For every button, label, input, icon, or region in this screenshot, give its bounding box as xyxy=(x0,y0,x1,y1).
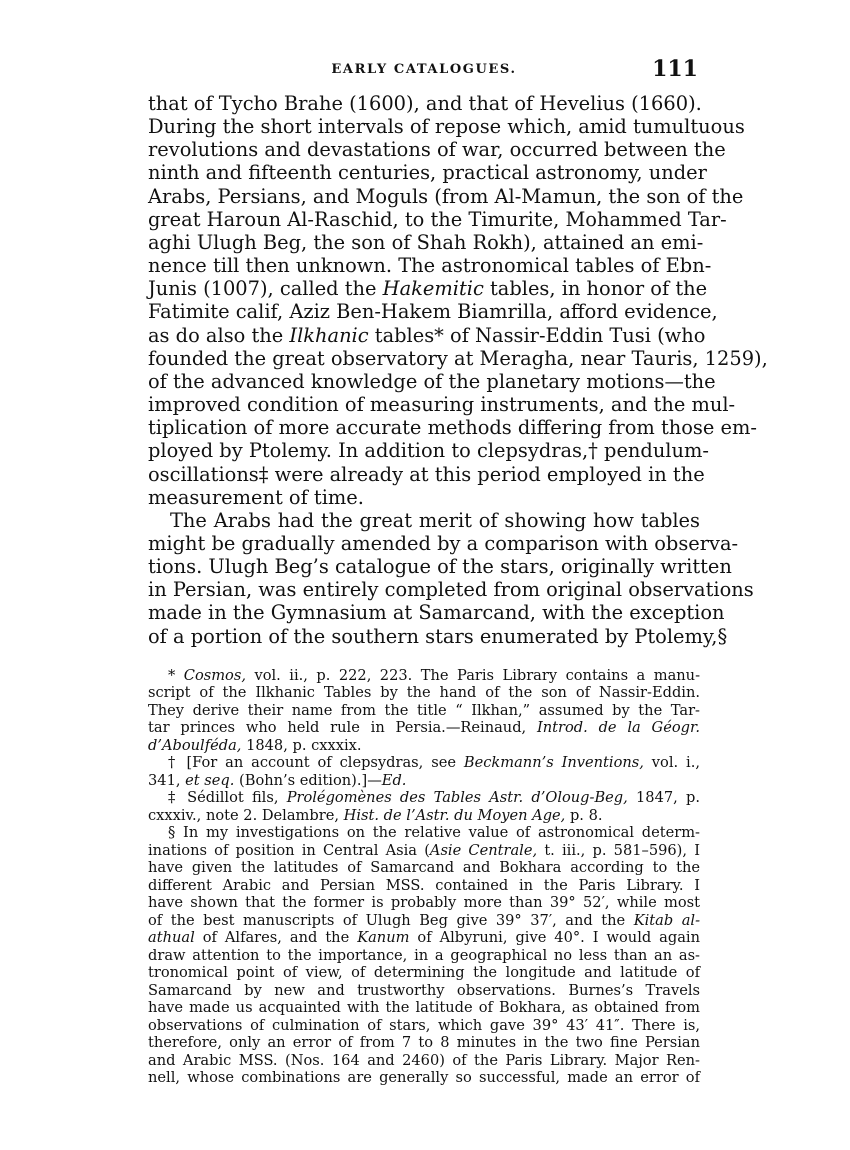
main-text xyxy=(148,92,768,648)
footnotes xyxy=(148,667,700,1087)
text-run: of the best manuscripts of Ulugh Beg give 39° 37′, and the xyxy=(148,911,634,929)
text-line: of the advanced knowledge of the planetary motions—the xyxy=(148,369,716,393)
text-run: Junis (1007), called the xyxy=(148,277,383,301)
text-line: and Arabic MSS. (Nos. 164 and 2460) of the Paris Library. Major Ren- xyxy=(148,1051,700,1069)
text-line xyxy=(148,737,700,755)
text-line: nence till then unknown. The astronomical tables of Ebn- xyxy=(148,254,712,278)
italic-term: Asie Centrale, xyxy=(429,841,538,859)
text-line xyxy=(148,772,700,790)
text-line: tronomical point of view, of determining the longitude and latitude of xyxy=(148,964,700,982)
text-line: nell, whose combinations are generally so successful, made an error of xyxy=(148,1069,700,1087)
text-run: ‡ Sédillot fils, xyxy=(168,789,287,807)
text-run: 1848, p. cxxxix. xyxy=(241,736,362,754)
text-run: † [For an account of clepsydras, see xyxy=(168,754,464,772)
text-line xyxy=(148,719,700,737)
text-run: * xyxy=(168,666,184,684)
text-line: observations of culmination of stars, which gave 39° 43′ 41″. There is, xyxy=(148,1016,700,1034)
text-line: ployed by Ptolemy. In addition to clepsydras,† pendulum- xyxy=(148,439,709,463)
text-line: different Arabic and Persian MSS. contained in the Paris Library. I xyxy=(148,876,700,894)
text-run: tables* of Nassir-Eddin Tusi (who xyxy=(368,323,706,347)
text-line xyxy=(148,929,700,947)
text-line: great Haroun Al-Raschid, to the Timurite, Mohammed Tar- xyxy=(148,207,727,231)
page-header xyxy=(148,58,700,92)
text-line: have made us acquainted with the latitude of Bokhara, as obtained from xyxy=(148,999,700,1017)
text-line: script of the Ilkhanic Tables by the hand of the son of Nassir-Eddin. xyxy=(148,684,700,702)
footnote-1 xyxy=(148,667,700,755)
text-run: tar princes who held rule in Persia.—Reinaud, xyxy=(148,719,537,737)
text-line: founded the great observatory at Meragha, near Tauris, 1259), xyxy=(148,346,768,370)
text-line: might be gradually amended by a comparison with observa- xyxy=(148,531,739,555)
text-line: that of Tycho Brahe (1600), and that of Hevelius (1660). xyxy=(148,92,702,115)
text-run: tables, in honor of the xyxy=(483,277,708,301)
text-run: vol. ii., p. 222, 223. The Paris Library contains a manu- xyxy=(245,666,700,684)
text-run: p. 8. xyxy=(565,806,603,824)
text-line: therefore, only an error of from 7 to 8 minutes in the two fine Persian xyxy=(148,1034,700,1052)
italic-term: Hakemitic xyxy=(382,277,484,301)
text-run: cxxxiv., note 2. Delambre, xyxy=(148,806,344,824)
text-line: improved condition of measuring instruments, and the mul- xyxy=(148,393,736,417)
text-line: aghi Ulugh Beg, the son of Shah Rokh), attained an emi- xyxy=(148,230,704,254)
text-run: (Bohn’s edition).]— xyxy=(234,771,382,789)
text-line xyxy=(148,789,700,807)
italic-term: d’Aboulféda, xyxy=(148,736,242,754)
italic-term: Hist. de l’Astr. du Moyen Age, xyxy=(343,806,566,824)
italic-term: Kitab al- xyxy=(633,911,701,929)
text-line: ninth and fifteenth centuries, practical astronomy, under xyxy=(148,161,707,185)
italic-term: Cosmos, xyxy=(183,666,246,684)
paragraph-2 xyxy=(148,508,754,648)
italic-term: athual xyxy=(148,929,195,947)
text-line: revolutions and devastations of war, occurred between the xyxy=(148,138,726,162)
text-line: made in the Gymnasium at Samarcand, with the exception xyxy=(148,601,725,625)
text-run: 341, xyxy=(148,771,186,789)
text-run: as do also the xyxy=(148,323,290,347)
text-line: tiplication of more accurate methods differing from those em- xyxy=(148,416,757,440)
text-line xyxy=(148,912,700,930)
text-line: oscillations‡ were already at this period employed in the xyxy=(148,462,705,486)
italic-term: Introd. de la Géogr. xyxy=(537,719,700,737)
italic-term: Kanum xyxy=(357,929,410,947)
text-run: inations of position in Central Asia ( xyxy=(148,841,430,859)
footnote-3 xyxy=(148,789,700,824)
text-line: tions. Ulugh Beg’s catalogue of the stars, originally written xyxy=(148,555,732,579)
paragraph-1 xyxy=(148,92,768,509)
footnote-4 xyxy=(148,824,700,1087)
text-run: of Albyruni, give 40°. I would again xyxy=(409,929,700,947)
text-line: The Arabs had the great merit of showing how tables xyxy=(170,508,700,532)
text-line: in Persian, was entirely completed from original observations xyxy=(148,578,754,602)
italic-term: et seq. xyxy=(185,771,235,789)
italic-term: Beckmann’s Inventions, xyxy=(463,754,644,772)
italic-term: Ed. xyxy=(381,771,407,789)
italic-term: Ilkhanic xyxy=(289,323,369,347)
text-line xyxy=(148,277,708,301)
text-line xyxy=(148,323,706,347)
text-run: 1847, p. xyxy=(627,789,700,807)
text-line: have given the latitudes of Samarcand and Bokhara according to the xyxy=(148,859,700,877)
text-line xyxy=(148,754,700,772)
text-line: Samarcand by new and trustworthy observations. Burnes’s Travels xyxy=(148,981,700,999)
text-line: § In my investigations on the relative value of astronomical determ- xyxy=(168,824,700,842)
text-line: have shown that the former is probably more than 39° 52′, while most xyxy=(148,894,700,912)
running-head: EARLY CATALOGUES. xyxy=(331,62,517,77)
page-number: 111 xyxy=(652,56,698,82)
text-line xyxy=(148,667,700,685)
text-line: They derive their name from the title “ Ilkhan,” assumed by the Tar- xyxy=(148,701,700,719)
text-line: Arabs, Persians, and Moguls (from Al-Mamun, the son of the xyxy=(148,184,744,208)
text-run: t. iii., p. 581–596), I xyxy=(537,841,700,859)
text-line: of a portion of the southern stars enumerated by Ptolemy,§ xyxy=(148,624,728,648)
text-run: of Alfares, and the xyxy=(194,929,358,947)
text-line: Fatimite calif, Aziz Ben-Hakem Biamrilla, afford evidence, xyxy=(148,300,718,324)
text-run: vol. i., xyxy=(643,754,700,772)
text-line xyxy=(148,842,700,860)
footnote-2 xyxy=(148,754,700,789)
text-line: measurement of time. xyxy=(148,485,364,509)
text-line: During the short intervals of repose which, amid tumultuous xyxy=(148,115,745,139)
italic-term: Prolégomènes des Tables Astr. d’Oloug-Beg, xyxy=(286,789,628,807)
text-line xyxy=(148,807,700,825)
book-page xyxy=(148,56,768,1087)
text-line: draw attention to the importance, in a geographical no less than an as- xyxy=(148,946,700,964)
